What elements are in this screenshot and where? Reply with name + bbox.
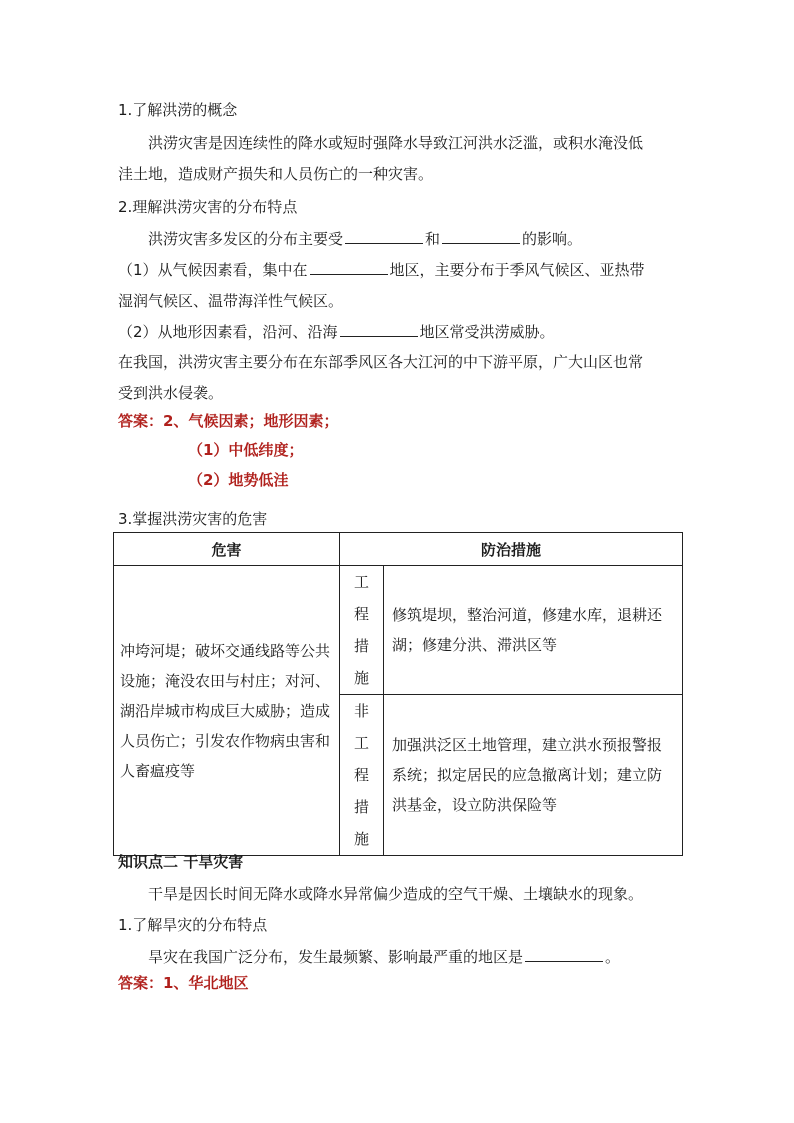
section2-heading: 2.理解洪涝灾害的分布特点 xyxy=(118,198,298,216)
engineering-label-char: 施 xyxy=(353,669,369,687)
header-harm: 危害 xyxy=(114,533,340,566)
knowledge2-answer: 答案：1、华北地区 xyxy=(118,974,249,992)
harm-text: 冲垮河堤；破坏交通线路等公共设施；淹没农田与村庄；对河、湖沿岸城市构成巨大威胁；造成人员伤亡；引发农作物病虫害和人畜瘟疫等 xyxy=(120,641,331,780)
section2-question xyxy=(148,227,582,250)
item1-text-post: 地区，主要分布于季风气候区、亚热带 xyxy=(389,261,645,279)
section1-definition-line2: 洼土地，造成财产损失和人员伤亡的一种灾害。 xyxy=(118,165,434,183)
section2-china-line1: 在我国，洪涝灾害主要分布在东部季风区各大江河的中下游平原，广大山区也常 xyxy=(118,353,644,371)
knowledge2-definition: 干旱是因长时间无降水或降水异常偏少造成的空气干燥、土壤缺水的现象。 xyxy=(148,885,644,903)
k2-question-text-pre: 旱灾在我国广泛分布，发生最频繁、影响最严重的地区是 xyxy=(148,948,524,966)
engineering-measures-text: 修筑堤坝，整治河道，修建水库，退耕还湖；修建分洪、滞洪区等 xyxy=(392,606,663,654)
header-measures: 防治措施 xyxy=(340,533,683,566)
knowledge2-heading: 知识点二 干旱灾害 xyxy=(118,853,244,871)
non-engineering-label-char: 非 xyxy=(353,702,369,720)
knowledge2-subheading: 1.了解旱灾的分布特点 xyxy=(118,916,268,934)
item2-text-pre: （2）从地形因素看，沿河、沿海 xyxy=(118,323,338,341)
question-text-pre: 洪涝灾害多发区的分布主要受 xyxy=(148,230,344,248)
non-engineering-label-cell xyxy=(340,695,384,856)
answer-line2: （1）中低纬度； xyxy=(188,441,304,459)
harm-cell xyxy=(114,566,340,856)
non-engineering-label-char: 程 xyxy=(353,766,369,784)
hazard-table xyxy=(113,532,683,856)
section1-definition-line1: 洪涝灾害是因连续性的降水或短时强降水导致江河洪水泛滥，或积水淹没低 xyxy=(148,134,644,152)
blank-2[interactable] xyxy=(442,227,520,244)
question-text-post: 的影响。 xyxy=(522,230,583,248)
k2-question-text-post: 。 xyxy=(605,948,621,966)
blank-3[interactable] xyxy=(310,258,388,275)
section3-heading: 3.掌握洪涝灾害的危害 xyxy=(118,510,268,528)
non-engineering-measures-text: 加强洪泛区土地管理，建立洪水预报警报系统；拟定居民的应急撤离计划；建立防洪基金，设立防洪保险等 xyxy=(392,736,663,814)
engineering-label-char: 程 xyxy=(353,605,369,623)
answer-line3: （2）地势低洼 xyxy=(188,471,289,489)
section2-item1 xyxy=(118,258,645,281)
engineering-label-char: 工 xyxy=(353,573,369,591)
non-engineering-measures-cell xyxy=(384,695,683,856)
section2-china-line2: 受到洪水侵袭。 xyxy=(118,384,224,402)
section1-heading: 1.了解洪涝的概念 xyxy=(118,101,238,119)
item2-text-post: 地区常受洪涝威胁。 xyxy=(419,323,555,341)
non-engineering-label-char: 措 xyxy=(353,798,369,816)
answer-line1: 答案：2、气候因素；地形因素； xyxy=(118,412,339,430)
blank-1[interactable] xyxy=(345,227,423,244)
item1-text-pre: （1）从气候因素看，集中在 xyxy=(118,261,308,279)
blank-4[interactable] xyxy=(340,320,418,337)
engineering-measures-cell xyxy=(384,566,683,695)
blank-5[interactable] xyxy=(525,945,603,962)
section2-item1-line2: 湿润气候区、温带海洋性气候区。 xyxy=(118,292,344,310)
table-row-engineering xyxy=(114,566,683,695)
non-engineering-label-char: 工 xyxy=(353,734,369,752)
table-header-row xyxy=(114,533,683,566)
engineering-label-char: 措 xyxy=(353,637,369,655)
non-engineering-label-char: 施 xyxy=(353,830,369,848)
section2-item2 xyxy=(118,320,555,343)
knowledge2-question xyxy=(148,945,620,968)
engineering-label-cell xyxy=(340,566,384,695)
question-text-mid: 和 xyxy=(425,230,441,248)
